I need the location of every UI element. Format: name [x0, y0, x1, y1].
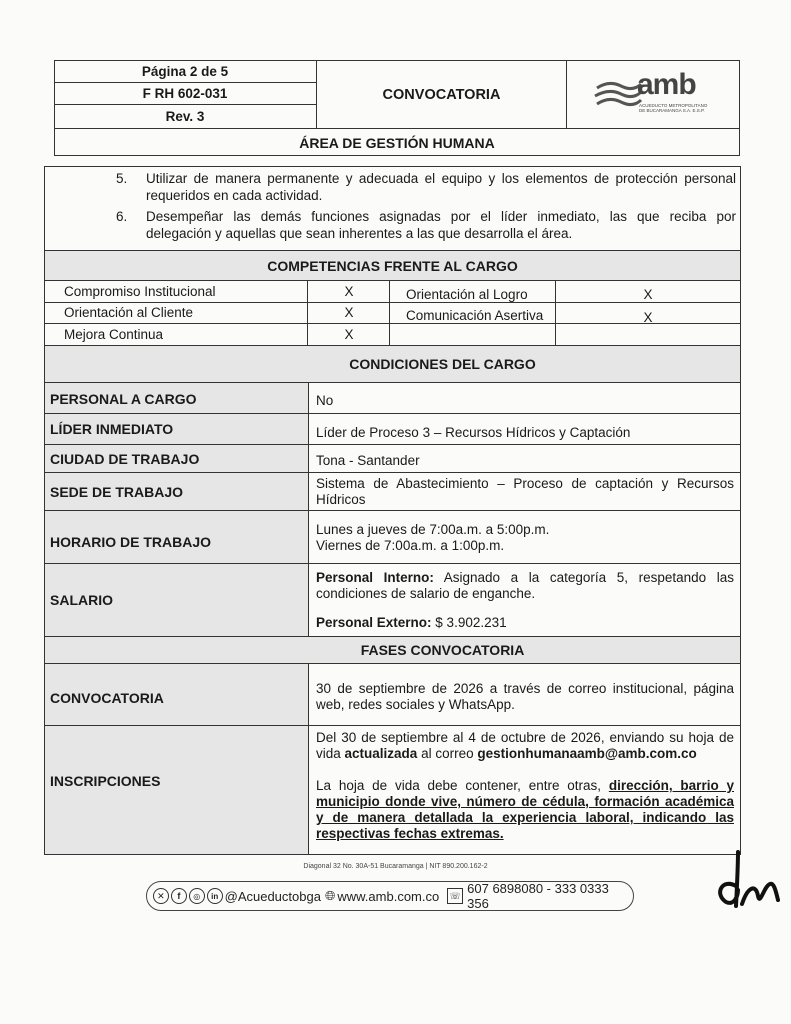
- inscripciones-value: Del 30 de septiembre al 4 de octubre de 2026, enviando su hoja de vida actualizada al correo gestionhumanaamb@amb.com.co La hoja de vida debe contener, entre otras, dirección, barrio y municipio donde vive, número de cédula, formación académica y de manera detallada la experiencia laboral, indicando las respectivas fechas extremas.: [316, 730, 734, 841]
- lider-value: Líder de Proceso 3 – Recursos Hídricos y Captación: [316, 425, 631, 440]
- globe-icon: 🌐︎: [324, 888, 336, 903]
- document-code: F RH 602-031: [142, 85, 228, 101]
- competencia-label: Compromiso Institucional: [64, 284, 216, 299]
- competencia-label: Orientación al Cliente: [64, 305, 194, 320]
- section-header-fases: FASES CONVOCATORIA: [45, 636, 740, 664]
- personal-value: No: [316, 393, 334, 408]
- logo-text: amb: [637, 68, 696, 101]
- section-header-competencias: COMPETENCIAS FRENTE AL CARGO: [45, 250, 740, 281]
- phone-icon: ☏: [447, 888, 463, 904]
- ciudad-label: CIUDAD DE TRABAJO: [50, 450, 200, 467]
- competencia-mark: X: [344, 284, 354, 299]
- salario-label: SALARIO: [50, 592, 113, 608]
- competencia-label: Orientación al Logro: [406, 287, 528, 302]
- lider-label: LÍDER INMEDIATO: [50, 421, 174, 437]
- website: www.amb.com.co: [337, 888, 440, 904]
- document-title: CONVOCATORIA: [382, 86, 501, 103]
- salario-interno: Personal Interno: Asignado a la categoría 5, respetando las condiciones de salario de enganche.: [316, 570, 734, 601]
- sede-value: Sistema de Abastecimiento – Proceso de captación y Recursos Hídricos: [316, 476, 734, 507]
- instagram-icon: ◎: [189, 888, 205, 904]
- competencia-label: Mejora Continua: [64, 327, 164, 342]
- area-title: ÁREA DE GESTIÓN HUMANA: [299, 134, 495, 151]
- convocatoria-label: CONVOCATORIA: [50, 690, 164, 706]
- water-waves-icon: [593, 74, 643, 114]
- sede-label: SEDE DE TRABAJO: [50, 483, 184, 500]
- competencia-mark: X: [344, 305, 354, 320]
- amb-logo: [567, 60, 740, 129]
- revision: Rev. 3: [165, 108, 205, 124]
- handwritten-signature: [712, 846, 782, 926]
- logo-subtitle: ACUEDUCTO METROPOLITANO DE BUCARAMANGA S.A. E.S.P.: [639, 103, 708, 113]
- page-number: Página 2 de 5: [141, 63, 229, 79]
- competencia-label: Comunicación Asertiva: [406, 308, 544, 323]
- personal-label: PERSONAL A CARGO: [50, 390, 197, 407]
- social-handle: @Acueductobga: [224, 888, 321, 904]
- linkedin-icon: in: [207, 888, 223, 904]
- section-header-condiciones: CONDICIONES DEL CARGO: [45, 345, 740, 383]
- competencia-mark: X: [643, 287, 653, 302]
- footer-address: Diagonal 32 No. 30A-51 Bucaramanga | NIT 890.200.162-2: [303, 863, 488, 870]
- inscripciones-label: INSCRIPCIONES: [50, 773, 161, 789]
- facebook-icon: f: [171, 888, 187, 904]
- footer-contact-bar: [146, 881, 634, 911]
- ciudad-value: Tona - Santander: [316, 453, 420, 468]
- convocatoria-value: 30 de septiembre de 2026 a través de correo institucional, página web, redes sociales y WhatsApp.: [316, 681, 734, 712]
- phone-numbers: 607 6898080 - 333 0333 356: [467, 881, 609, 911]
- salario-externo: Personal Externo: $ 3.902.231: [316, 615, 507, 630]
- horario-label: HORARIO DE TRABAJO: [50, 534, 212, 550]
- competencia-mark: X: [344, 327, 354, 342]
- competencia-mark: X: [643, 310, 653, 325]
- x-icon: ✕: [153, 888, 169, 904]
- horario-value: Lunes a jueves de 7:00a.m. a 5:00p.m. Viernes de 7:00a.m. a 1:00p.m.: [316, 522, 550, 553]
